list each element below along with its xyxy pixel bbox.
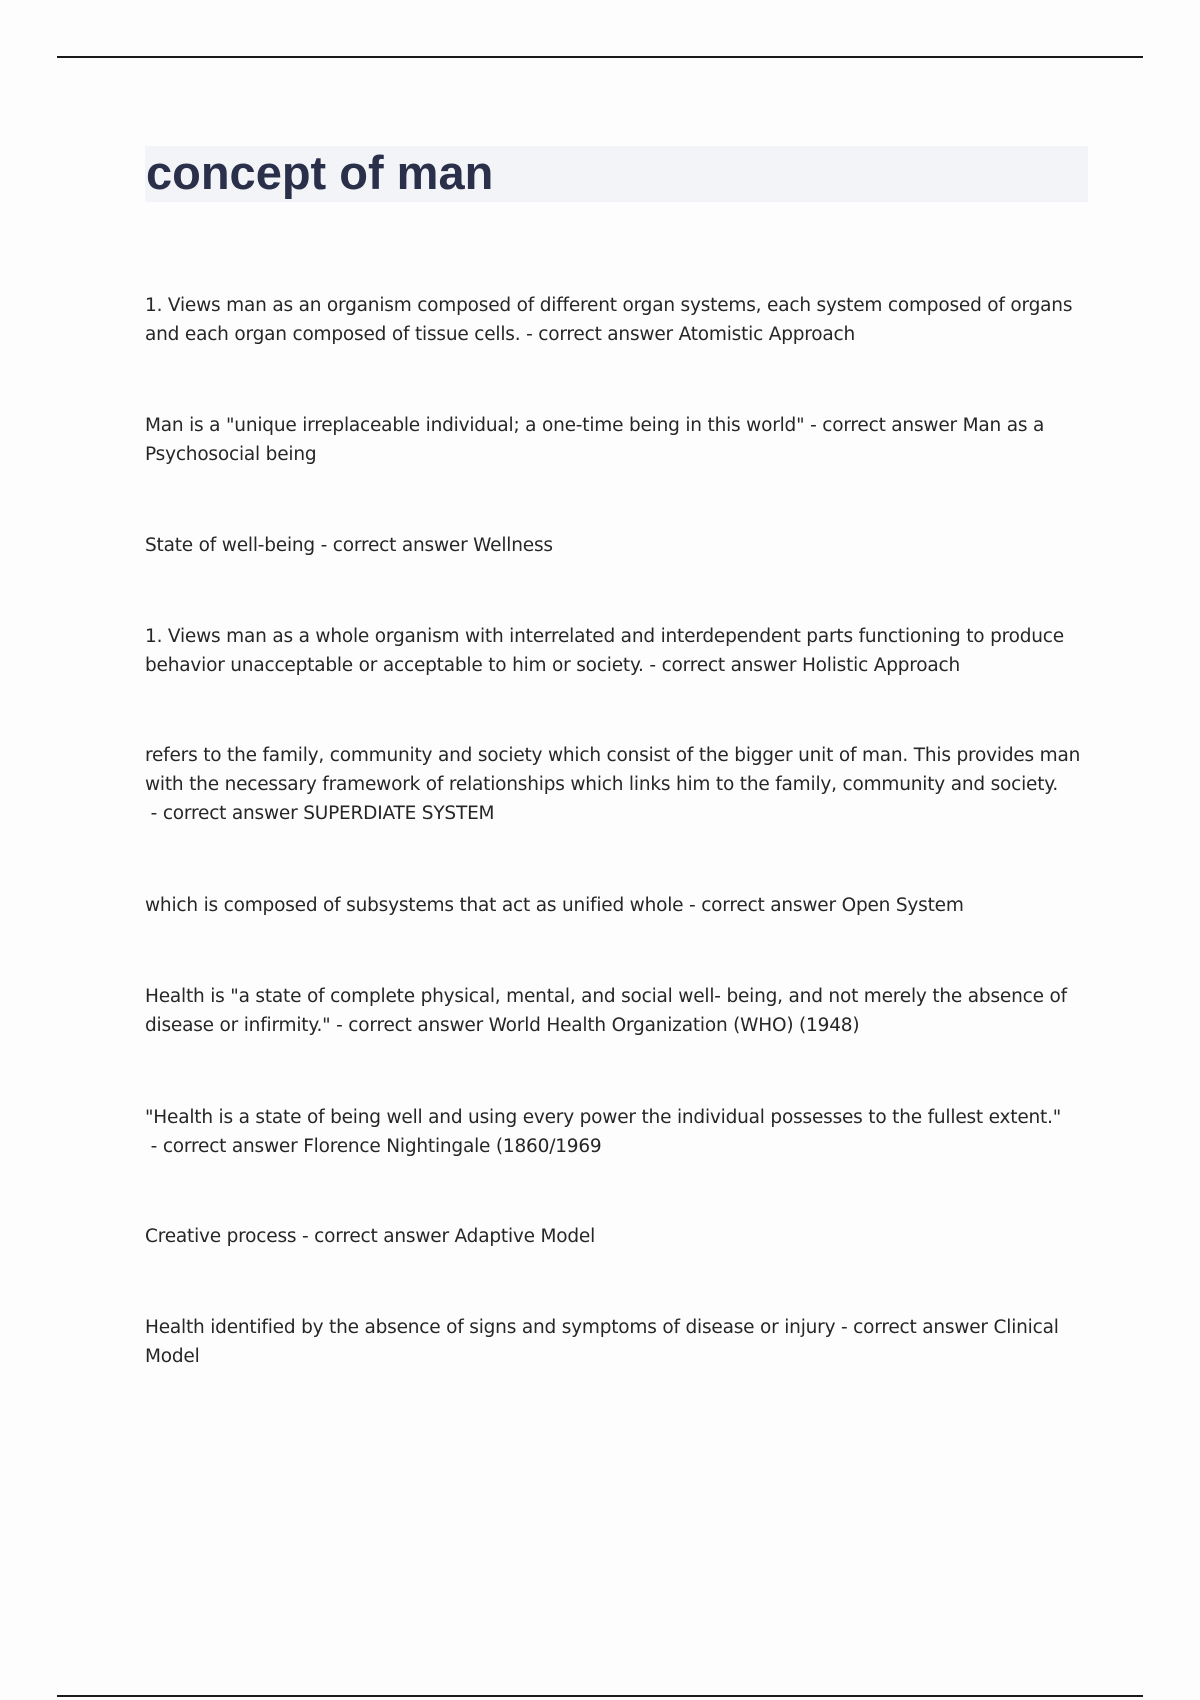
qa-item-3 bbox=[145, 531, 1095, 560]
qa-answer: World Health Organization (WHO) (1948) bbox=[488, 1015, 860, 1036]
qa-answer: Atomistic Approach bbox=[678, 324, 856, 345]
qa-separator: - correct answer bbox=[330, 1015, 489, 1036]
qa-item-10 bbox=[145, 1313, 1095, 1371]
qa-question: Health is "a state of complete physical, mental, and social well- being, and not merely the absence of disease or infirmity." bbox=[145, 986, 1067, 1036]
qa-answer: Open System bbox=[841, 895, 964, 916]
qa-item-8 bbox=[145, 1103, 1095, 1161]
qa-item-4 bbox=[145, 622, 1095, 680]
qa-question: refers to the family, community and society which consist of the bigger unit of man. This provides man with the necessary framework of relationships which links him to the family, community and society. bbox=[145, 745, 1081, 795]
qa-separator: - correct answer bbox=[296, 1226, 455, 1247]
qa-separator: - correct answer bbox=[314, 535, 474, 556]
qa-question: Man is a "unique irreplaceable individual; a one-time being in this world" bbox=[145, 415, 805, 436]
qa-item-6 bbox=[145, 891, 1095, 920]
qa-separator: - correct answer bbox=[683, 895, 842, 916]
qa-answer: Holistic Approach bbox=[801, 655, 961, 676]
qa-separator: - correct answer bbox=[835, 1317, 994, 1338]
qa-item-7 bbox=[145, 982, 1095, 1040]
qa-question: "Health is a state of being well and using every power the individual possesses to the fullest extent." bbox=[145, 1107, 1062, 1128]
qa-answer: Florence Nightingale (1860/1969 bbox=[303, 1136, 602, 1157]
qa-question: 1. Views man as an organism composed of different organ systems, each system composed of organs and each organ composed of tissue cells. bbox=[145, 295, 1073, 345]
qa-separator: - correct answer bbox=[643, 655, 802, 676]
qa-question: 1. Views man as a whole organism with interrelated and interdependent parts functioning to produce behavior unacceptable or acceptable to him or society. bbox=[145, 626, 1064, 676]
bottom-rule bbox=[57, 1695, 1143, 1697]
qa-separator: - correct answer bbox=[145, 803, 304, 824]
qa-question: Health identified by the absence of signs and symptoms of disease or injury bbox=[145, 1317, 836, 1338]
qa-item-2 bbox=[145, 411, 1095, 469]
document-title: concept of man bbox=[146, 146, 494, 199]
qa-answer: Clinical Model bbox=[145, 1317, 1059, 1367]
qa-separator: - correct answer bbox=[145, 1136, 304, 1157]
qa-answer: Adaptive Model bbox=[454, 1226, 596, 1247]
qa-question: which is composed of subsystems that act as unified whole bbox=[145, 895, 684, 916]
qa-item-5 bbox=[145, 741, 1095, 828]
qa-separator: - correct answer bbox=[520, 324, 679, 345]
qa-answer: Man as a Psychosocial being bbox=[145, 415, 1045, 465]
qa-item-9 bbox=[145, 1222, 1095, 1251]
qa-item-1 bbox=[145, 291, 1095, 349]
qa-question: State of well-being bbox=[145, 535, 315, 556]
qa-separator: - correct answer bbox=[804, 415, 963, 436]
top-rule bbox=[57, 56, 1143, 58]
qa-answer: Wellness bbox=[473, 535, 553, 556]
qa-answer: SUPERDIATE SYSTEM bbox=[303, 803, 495, 824]
qa-question: Creative process bbox=[145, 1226, 297, 1247]
